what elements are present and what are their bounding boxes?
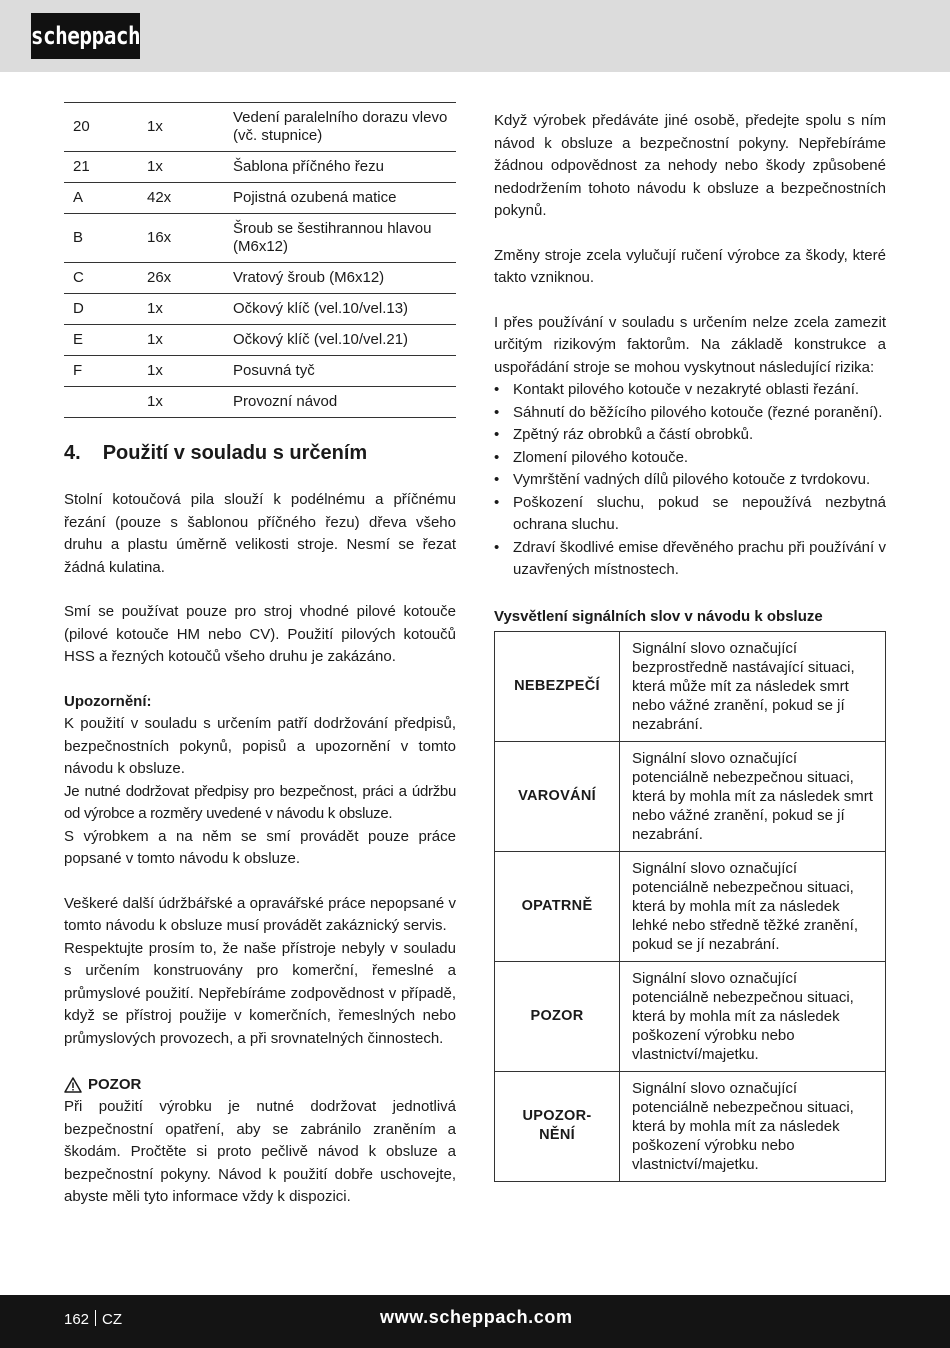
page-number-value: 162	[64, 1311, 90, 1328]
signal-description: Signální slovo označující bezprostředně nastávající situaci, která může mít za následek smrt nebo vážné zranění, pokud se jí nezabrání.	[620, 631, 886, 741]
table-row	[64, 325, 456, 356]
signal-description: Signální slovo označující potenciálně nebezpečnou situaci, která by mohla mít za následek smrt nebo vážné zranění, pokud se jí nezabrání.	[620, 741, 886, 851]
signal-term: POZOR	[495, 961, 620, 1071]
table-row	[495, 1071, 886, 1181]
part-position: C	[73, 269, 84, 286]
part-position: 21	[73, 158, 90, 175]
part-position: E	[73, 331, 84, 348]
list-item: • Zdraví škodlivé emise dřevěného prachu při používání v uzavřených místnostech.	[494, 537, 886, 582]
part-quantity: 1x	[147, 158, 163, 175]
list-item: • Sáhnutí do běžícího pilového kotouče (řezné poranění).	[494, 402, 886, 425]
signal-term: NEBEZPEČÍ	[495, 631, 620, 741]
table-row	[495, 741, 886, 851]
table-row	[64, 103, 456, 152]
note-text: K použití v souladu s určením patří dodržování předpisů, bezpečnostních pokynů, popisů a upozornění v tomto návodu k obsluze.	[64, 715, 456, 777]
list-item: • Poškození sluchu, pokud se nepoužívá nezbytná ochrana sluchu.	[494, 492, 886, 537]
note-title: Upozornění:	[64, 692, 152, 710]
signal-description: Signální slovo označující potenciálně nebezpečnou situaci, která by mohla mít za následek poškození výrobku nebo vlastnictví/majetku.	[620, 1071, 886, 1181]
part-description: Šroub se šestihrannou hlavou (M6x12)	[233, 220, 432, 255]
parts-table	[64, 102, 456, 418]
part-position: F	[73, 362, 83, 379]
warning-text: Při použití výrobku je nutné dodržovat jednotlivá bezpečnostní opatření, aby se zabránilo zraněním a škodám. Pročtěte si proto pečlivě návod k obsluze a bezpečnostní pokyny. Návod k použití dobře uschovejte, abyste měli tyto informace vždy k dispozici.	[64, 1098, 456, 1205]
table-row	[64, 356, 456, 387]
list-item: • Zlomení pilového kotouče.	[494, 447, 886, 470]
list-item: • Vymrštění vadných dílů pilového kotouče z tvrdokovu.	[494, 469, 886, 492]
part-position: A	[73, 189, 84, 206]
note-text: Je nutné dodržovat předpisy pro bezpečnost, práci a údržbu od výrobce a rozměry uvedené v návodu k obsluze.	[64, 782, 456, 822]
signal-description: Signální slovo označující potenciálně nebezpečnou situaci, která by mohla mít za následek poškození výrobku nebo vlastnictví/majetku.	[620, 961, 886, 1071]
intended-use-paragraph: Stolní kotoučová pila slouží k podélnému a příčnému řezání (pouze s šablonou příčného řezu) dřeva všeho druhu a plastu úměrně velikosti stroje. Nesmí se řezat žádná kulatina.	[64, 491, 456, 576]
divider	[95, 1310, 96, 1326]
saw-blades-paragraph: Smí se používat pouze pro stroj vhodné pilové kotouče (pilové kotouče HM nebo CV). Použití pilových kotoučů HSS a řezných kotoučů všeho druhu je zakázáno.	[64, 603, 456, 665]
part-position: D	[73, 300, 84, 317]
commercial-use-paragraph: Respektujte prosím to, že naše přístroje nebyly v souladu s určením konstruovány pro komerční, řemeslné a průmyslové použití. Nepřebíráme zodpovědnost v případě, když se přístroj použije v komerčních, řemeslných nebo průmyslových provozech, a při srovnatelných činnostech.	[64, 939, 456, 1047]
residual-risks-paragraph: I přes používání v souladu s určením nelze zcela zamezit určitým rizikovým faktorům. Na základě konstrukce a uspořádání stroje se mohou vyskytnout následující rizika:	[494, 313, 886, 376]
table-row	[64, 387, 456, 418]
right-column	[494, 110, 886, 1182]
language-code: CZ	[102, 1311, 123, 1328]
table-row	[495, 631, 886, 741]
part-quantity: 1x	[147, 393, 163, 410]
warning-title: POZOR	[88, 1076, 142, 1093]
website-link[interactable]: www.scheppach.com	[380, 1307, 573, 1327]
table-row	[64, 214, 456, 263]
part-quantity: 1x	[147, 300, 163, 317]
part-position: 20	[73, 118, 90, 135]
left-column	[64, 102, 456, 1209]
scheppach-logo: scheppach	[31, 13, 140, 59]
part-description: Provozní návod	[233, 393, 338, 410]
part-quantity: 1x	[147, 362, 163, 379]
part-description: Vratový šroub (M6x12)	[233, 269, 385, 286]
warning-triangle-icon	[64, 1077, 82, 1093]
part-description: Posuvná tyč	[233, 362, 315, 379]
page-number	[64, 1309, 122, 1331]
table-row	[495, 961, 886, 1071]
handover-paragraph: Když výrobek předáváte jiné osobě, předejte spolu s ním návod k obsluze a bezpečnostní pokyny. Nepřebíráme žádnou odpovědnost za nehody nebo škody způsobené nedodržením tohoto návodu k obsluze a bezpečnostních pokynů.	[494, 112, 886, 219]
note-text: S výrobkem a na něm se smí provádět pouze práce popsané v tomto návodu k obsluze.	[64, 827, 456, 867]
signal-term: UPOZOR- NĚNÍ	[495, 1071, 620, 1181]
signal-words-table	[494, 631, 886, 1182]
section-heading	[64, 442, 456, 465]
part-quantity: 1x	[147, 118, 163, 135]
part-description: Šablona příčného řezu	[233, 158, 384, 175]
page-header	[0, 0, 950, 72]
table-row	[64, 183, 456, 214]
part-quantity: 1x	[147, 331, 163, 348]
list-item: • Kontakt pilového kotouče v nezakryté oblasti řezání.	[494, 379, 886, 402]
section-number: 4.	[64, 442, 81, 464]
page-footer	[0, 1295, 950, 1348]
table-row	[64, 263, 456, 294]
modifications-paragraph: Změny stroje zcela vylučují ručení výrobce za škody, které takto vzniknou.	[494, 246, 886, 286]
part-quantity: 42x	[147, 189, 172, 206]
part-quantity: 16x	[147, 229, 172, 246]
warning-heading	[64, 1074, 456, 1096]
signal-term: OPATRNĚ	[495, 851, 620, 961]
part-position	[64, 387, 147, 418]
signal-description: Signální slovo označující potenciálně nebezpečnou situaci, která by mohla mít za následek lehké nebo středně těžké zranění, pokud se jí nezabrání.	[620, 851, 886, 961]
part-description: Pojistná ozubená matice	[233, 189, 397, 206]
signal-words-heading: Vysvětlení signálních slov v návodu k obsluze	[494, 607, 823, 625]
risk-list	[494, 379, 886, 582]
list-item: • Zpětný ráz obrobků a částí obrobků.	[494, 424, 886, 447]
part-description: Očkový klíč (vel.10/vel.21)	[233, 331, 409, 348]
table-row	[64, 152, 456, 183]
part-position: B	[73, 229, 84, 246]
part-quantity: 26x	[147, 269, 172, 286]
maintenance-paragraph: Veškeré další údržbářské a opravářské práce nepopsané v tomto návodu k obsluze musí provádět zakáznický servis.	[64, 894, 456, 934]
table-row	[64, 294, 456, 325]
table-row	[495, 851, 886, 961]
part-description: Očkový klíč (vel.10/vel.13)	[233, 300, 409, 317]
signal-term: VAROVÁNÍ	[495, 741, 620, 851]
section-title: Použití v souladu s určením	[102, 442, 368, 464]
part-description: Vedení paralelního dorazu vlevo (vč. stupnice)	[233, 109, 448, 144]
